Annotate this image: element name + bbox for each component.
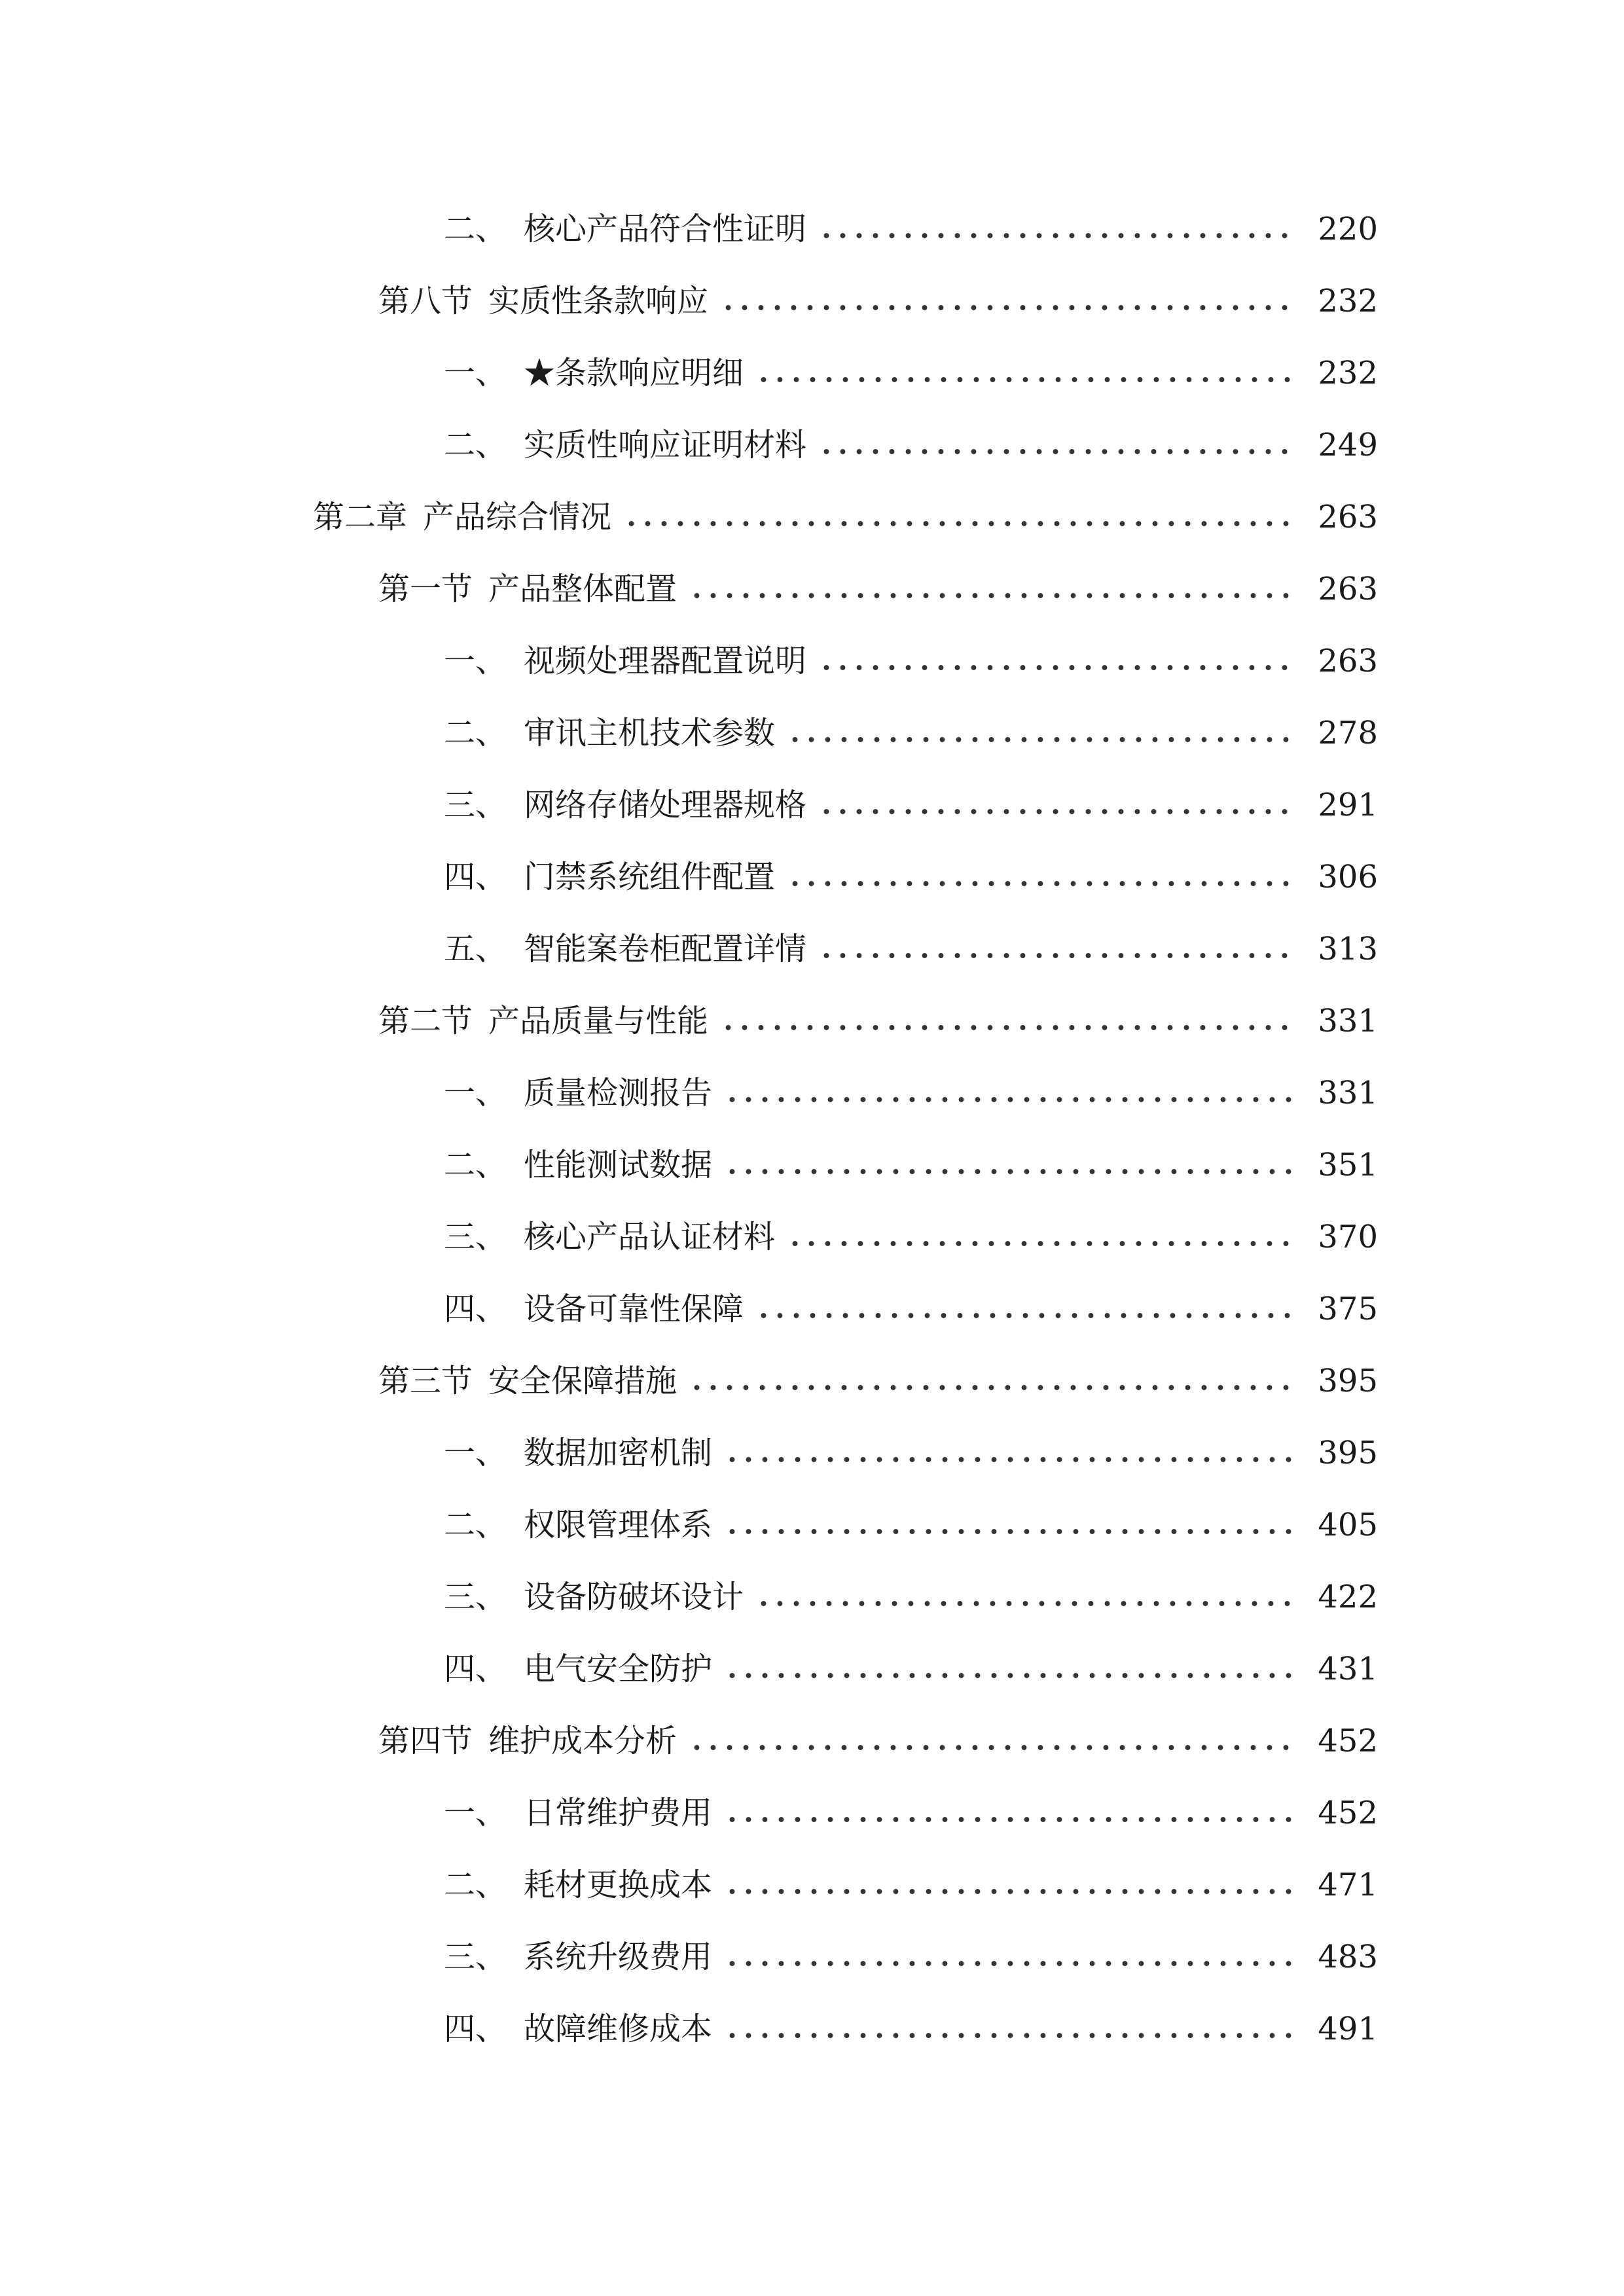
toc-entry-title: ★条款响应明细 [524, 355, 744, 391]
toc-entry-marker: 二、 [444, 211, 507, 247]
toc-entry-marker: 二、 [444, 1147, 507, 1183]
toc-entry-marker: 第八节 [378, 283, 473, 319]
toc-entry-title: 视频处理器配置说明 [524, 643, 807, 679]
toc-entry-marker: 四、 [444, 2011, 507, 2047]
toc-entry-marker: 二、 [444, 427, 507, 463]
toc-entry-marker: 五、 [444, 931, 507, 967]
dot-leader [724, 1086, 1297, 1113]
toc-entry-page: 375 [1318, 1291, 1378, 1327]
dot-leader [818, 223, 1297, 249]
toc-entry-title: 智能案卷柜配置详情 [524, 931, 807, 967]
toc-entry-marker: 二、 [444, 1507, 507, 1543]
toc-entry-marker: 四、 [444, 1651, 507, 1687]
dot-leader [787, 726, 1297, 753]
toc-entry-title: 门禁系统组件配置 [524, 859, 776, 895]
toc-entry-page: 370 [1318, 1219, 1378, 1255]
dot-leader [720, 295, 1297, 321]
toc-entry-page: 263 [1318, 643, 1378, 679]
toc-entry[interactable] [0, 1705, 1624, 1777]
toc-entry[interactable] [0, 1993, 1624, 2065]
toc-entry[interactable] [0, 1201, 1624, 1273]
dot-leader [720, 1014, 1297, 1041]
toc-entry[interactable] [0, 625, 1624, 697]
dot-leader [818, 798, 1297, 825]
toc-entry-page: 331 [1318, 1075, 1378, 1111]
toc-entry-page: 232 [1318, 355, 1378, 391]
dot-leader [689, 1374, 1297, 1401]
toc-entry-page: 422 [1318, 1579, 1378, 1615]
toc-entry-marker: 四、 [444, 859, 507, 895]
toc-entry[interactable] [0, 1345, 1624, 1417]
toc-entry-page: 331 [1318, 1003, 1378, 1039]
dot-leader [724, 2022, 1297, 2049]
toc-entry-page: 395 [1318, 1435, 1378, 1471]
toc-entry-marker: 一、 [444, 1795, 507, 1831]
toc-entry[interactable] [0, 1777, 1624, 1849]
toc-entry-marker: 三、 [444, 787, 507, 823]
toc-entry-page: 278 [1318, 715, 1378, 751]
toc-entry[interactable] [0, 769, 1624, 841]
dot-leader [818, 439, 1297, 465]
dot-leader [689, 583, 1297, 609]
toc-entry[interactable] [0, 1129, 1624, 1201]
toc-entry-title: 耗材更换成本 [524, 1867, 713, 1903]
toc-entry-title: 设备防破坏设计 [524, 1579, 744, 1615]
dot-leader [787, 1230, 1297, 1257]
toc-entry[interactable] [0, 409, 1624, 481]
toc-entry-marker: 第一节 [378, 571, 473, 607]
toc-entry-page: 220 [1318, 211, 1378, 247]
toc-entry-title: 产品综合情况 [423, 499, 612, 535]
toc-entry-marker: 一、 [444, 1075, 507, 1111]
toc-entry-title: 网络存储处理器规格 [524, 787, 807, 823]
toc-entry-page: 452 [1318, 1723, 1378, 1759]
toc-entry[interactable] [0, 193, 1624, 265]
toc-entry-title: 核心产品认证材料 [524, 1219, 776, 1255]
dot-leader [724, 1662, 1297, 1689]
toc-entry-title: 电气安全防护 [524, 1651, 713, 1687]
toc-entry-marker: 一、 [444, 355, 507, 391]
toc-entry-page: 483 [1318, 1939, 1378, 1975]
toc-entry-page: 491 [1318, 2011, 1378, 2047]
toc-entry[interactable] [0, 1057, 1624, 1129]
toc-entry-title: 安全保障措施 [488, 1363, 677, 1399]
toc-entry[interactable] [0, 337, 1624, 409]
dot-leader [818, 655, 1297, 681]
toc-entry-marker: 第二章 [313, 499, 408, 535]
toc-entry-title: 数据加密机制 [524, 1435, 713, 1471]
table-of-contents [0, 193, 1624, 2065]
toc-entry-marker: 一、 [444, 1435, 507, 1471]
toc-entry-marker: 第四节 [378, 1723, 473, 1759]
dot-leader [724, 1878, 1297, 1905]
toc-entry-title: 产品整体配置 [488, 571, 677, 607]
toc-entry[interactable] [0, 1561, 1624, 1633]
toc-entry-title: 产品质量与性能 [488, 1003, 709, 1039]
dot-leader [689, 1734, 1297, 1761]
dot-leader [724, 1446, 1297, 1473]
toc-entry[interactable] [0, 913, 1624, 985]
toc-entry[interactable] [0, 553, 1624, 625]
toc-entry[interactable] [0, 1273, 1624, 1345]
toc-entry-page: 395 [1318, 1363, 1378, 1399]
toc-entry-page: 291 [1318, 787, 1378, 823]
toc-entry[interactable] [0, 841, 1624, 913]
toc-entry-marker: 第二节 [378, 1003, 473, 1039]
toc-entry-title: 设备可靠性保障 [524, 1291, 744, 1327]
dot-leader [755, 1302, 1297, 1329]
toc-entry-marker: 三、 [444, 1579, 507, 1615]
dot-leader [787, 870, 1297, 897]
toc-entry-marker: 第三节 [378, 1363, 473, 1399]
toc-entry-page: 405 [1318, 1507, 1378, 1543]
toc-entry[interactable] [0, 1417, 1624, 1489]
toc-entry-page: 431 [1318, 1651, 1378, 1687]
toc-entry[interactable] [0, 1921, 1624, 1993]
toc-entry-page: 249 [1318, 427, 1378, 463]
toc-entry[interactable] [0, 697, 1624, 769]
toc-entry-title: 维护成本分析 [488, 1723, 677, 1759]
toc-entry-page: 452 [1318, 1795, 1378, 1831]
toc-entry[interactable] [0, 985, 1624, 1057]
toc-entry-title: 日常维护费用 [524, 1795, 713, 1831]
toc-entry[interactable] [0, 1489, 1624, 1561]
toc-entry-title: 审讯主机技术参数 [524, 715, 776, 751]
toc-entry-title: 质量检测报告 [524, 1075, 713, 1111]
toc-entry-title: 权限管理体系 [524, 1507, 713, 1543]
toc-entry-page: 232 [1318, 283, 1378, 319]
toc-entry-page: 471 [1318, 1867, 1378, 1903]
toc-entry[interactable] [0, 1849, 1624, 1921]
toc-entry-marker: 三、 [444, 1939, 507, 1975]
toc-entry-page: 306 [1318, 859, 1378, 895]
toc-entry-page: 313 [1318, 931, 1378, 967]
toc-entry[interactable] [0, 1633, 1624, 1705]
toc-entry-marker: 二、 [444, 1867, 507, 1903]
toc-entry-title: 系统升级费用 [524, 1939, 713, 1975]
dot-leader [724, 1806, 1297, 1833]
dot-leader [724, 1158, 1297, 1185]
toc-entry-title: 核心产品符合性证明 [524, 211, 807, 247]
toc-entry-title: 性能测试数据 [524, 1147, 713, 1183]
dot-leader [818, 942, 1297, 969]
toc-entry-page: 263 [1318, 499, 1378, 535]
toc-entry-page: 263 [1318, 571, 1378, 607]
dot-leader [755, 367, 1297, 393]
toc-entry[interactable] [0, 481, 1624, 553]
dot-leader [755, 1590, 1297, 1617]
toc-entry[interactable] [0, 265, 1624, 337]
dot-leader [724, 1950, 1297, 1977]
toc-entry-title: 实质性条款响应 [488, 283, 709, 319]
toc-entry-title: 实质性响应证明材料 [524, 427, 807, 463]
toc-entry-marker: 三、 [444, 1219, 507, 1255]
toc-entry-marker: 四、 [444, 1291, 507, 1327]
dot-leader [623, 511, 1297, 537]
toc-entry-marker: 一、 [444, 643, 507, 679]
toc-entry-title: 故障维修成本 [524, 2011, 713, 2047]
dot-leader [724, 1518, 1297, 1545]
toc-entry-page: 351 [1318, 1147, 1378, 1183]
toc-entry-marker: 二、 [444, 715, 507, 751]
